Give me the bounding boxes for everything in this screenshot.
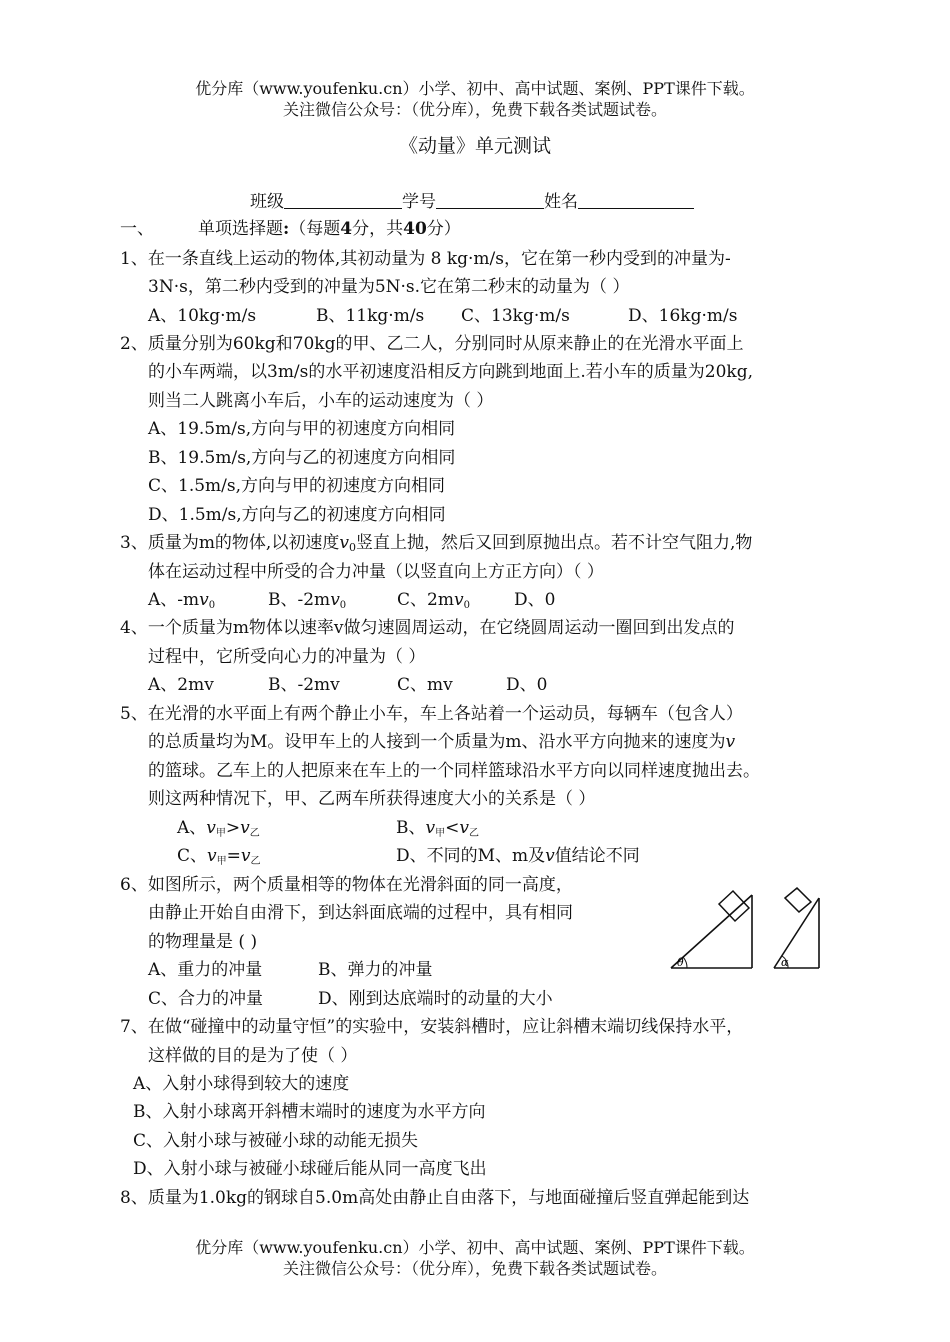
inclined-planes-figure: [665, 878, 835, 973]
q7-option-c: C、入射小球与被碰小球的动能无损失: [133, 1131, 419, 1151]
q5-option-a-sub2: 乙: [249, 828, 260, 839]
q5-option-a-sub1: 甲: [215, 828, 226, 839]
alpha-label: α: [781, 956, 789, 969]
q6-line-3: 的物理量是 ( ): [148, 932, 258, 952]
q3-option-c-text: C、2m: [397, 590, 454, 610]
q4-option-a: A、2mv: [148, 675, 214, 695]
number-blank: [436, 192, 544, 209]
class-blank: [284, 192, 402, 209]
q3-option-c-sub: 0: [463, 600, 470, 611]
q3-line-1-b: 竖直上抛，然后又回到原抛出点。若不计空气阻力,物: [355, 533, 753, 553]
q2-line-3: 则当二人跳离小车后，小车的运动速度为（ ）: [148, 391, 494, 411]
student-info-line: [250, 188, 694, 216]
q5-option-d-text-b: 值结论不同: [554, 846, 640, 866]
q5-line-1: 5、在光滑的水平面上有两个静止小车，车上各站着一个运动员，每辆车（包含人）: [120, 704, 743, 724]
q5-option-b-v2: v: [459, 818, 469, 838]
q2-option-d: D、1.5m/s,方向与乙的初速度方向相同: [148, 505, 446, 525]
q3-v-subscript: 0: [348, 541, 356, 554]
incline-alpha: [774, 888, 819, 969]
q5-option-a-op: >: [225, 818, 241, 838]
q5-line-4: 则这两种情况下，甲、乙两车所获得速度大小的关系是（ ）: [148, 789, 596, 809]
section-1-note-b: 分，共: [352, 219, 404, 239]
q2-option-a: A、19.5m/s,方向与甲的初速度方向相同: [148, 419, 456, 439]
q4-line-1: 4、一个质量为m物体以速率v做匀速圆周运动，在它绕圆周运动一圈回到出发点的: [120, 618, 735, 638]
name-blank: [578, 192, 694, 209]
q6-option-a: A、重力的冲量: [148, 960, 263, 980]
q5-option-c-v2: v: [240, 846, 251, 866]
class-label: 班级: [250, 192, 284, 212]
q4-option-c: C、mv: [397, 675, 453, 695]
incline-theta: [671, 891, 752, 969]
q1-option-c: C、13kg·m/s: [461, 306, 570, 326]
q5-option-b-prefix: B、: [396, 818, 426, 838]
q5-option-d: [396, 842, 640, 870]
section-1-each-points: 4: [340, 219, 353, 239]
q7-line-1: 7、在做“碰撞中的动量守恒”的实验中，安装斜槽时，应让斜槽末端切线保持水平，: [120, 1017, 744, 1037]
q1-line-2: 3N·s，第二秒内受到的冲量为5N·s.它在第二秒末的动量为（ ）: [148, 277, 630, 297]
q3-option-a-sub: 0: [208, 600, 216, 611]
q3-option-b-text: B、-2m: [268, 590, 331, 610]
q5-v-symbol: v: [725, 732, 736, 752]
footer-line-1: 优分库（www.youfenku.cn）小学、初中、高中试题、案例、PPT课件下载。: [195, 1238, 755, 1257]
section-1-total-points: 40: [403, 219, 427, 239]
q1-line-1: 1、在一条直线上运动的物体,其初动量为 8 kg·m/s，它在第一秒内受到的冲量为-: [120, 249, 731, 269]
q7-option-b: B、入射小球离开斜槽末端时的速度为水平方向: [133, 1102, 486, 1122]
section-1-heading: 单项选择题:（每题4分，共40分）: [198, 219, 461, 239]
header-line-2: 关注微信公众号：（优分库），免费下载各类试题试卷。: [282, 100, 667, 119]
q6-line-2: 由静止开始自由滑下，到达斜面底端的过程中，具有相同: [148, 903, 573, 923]
q6-option-c: C、合力的冲量: [148, 989, 264, 1009]
q3-option-d: D、0: [514, 590, 556, 610]
q3-option-c-v: v: [453, 590, 464, 610]
q3-option-a-v: v: [199, 590, 209, 610]
header-line-1: 优分库（www.youfenku.cn）小学、初中、高中试题、案例、PPT课件下载。: [195, 79, 755, 98]
q3-option-a-text: A、-m: [148, 590, 200, 610]
theta-label: θ: [677, 956, 684, 969]
q5-line-2-text: 的总质量均为M。设甲车上的人接到一个质量为m、沿水平方向抛来的速度为: [148, 732, 726, 752]
q7-option-d: D、入射小球与被碰小球碰后能从同一高度飞出: [133, 1159, 487, 1179]
number-label: 学号: [402, 192, 436, 212]
q3-line-2: 体在运动过程中所受的合力冲量（以竖直向上方正方向）（ ）: [148, 562, 604, 582]
q5-option-c-v1: v: [207, 846, 217, 866]
q5-option-a-v1: v: [206, 818, 216, 838]
q3-option-b-sub: 0: [339, 600, 347, 611]
q3-option-b-v: v: [330, 590, 340, 610]
q2-line-2: 的小车两端，以3m/s的水平初速度沿相反方向跳到地面上.若小车的质量为20kg,: [148, 362, 754, 382]
q7-line-2: 这样做的目的是为了使（ ）: [148, 1046, 358, 1066]
section-1-note-a: （每题: [289, 219, 341, 239]
q3-v-symbol: v: [339, 533, 349, 553]
section-1-number: 一、: [120, 219, 154, 239]
q5-option-d-v: v: [545, 846, 555, 866]
q5-option-b-op: <: [445, 818, 460, 838]
section-1-note-c: 分）: [426, 219, 461, 239]
q1-option-a: A、10kg·m/s: [148, 306, 257, 326]
q5-option-b-v1: v: [425, 818, 436, 838]
q1-option-b: B、11kg·m/s: [316, 306, 425, 326]
q6-line-1: 6、如图所示，两个质量相等的物体在光滑斜面的同一高度，: [120, 875, 573, 895]
q2-option-b: B、19.5m/s,方向与乙的初速度方向相同: [148, 448, 456, 468]
q5-option-c-sub2: 乙: [250, 856, 261, 867]
q5-option-c-sub1: 甲: [216, 856, 227, 867]
q3-line-1-a: 3、质量为m的物体,以初速度: [120, 533, 340, 553]
q5-option-b-sub1: 甲: [435, 828, 446, 839]
q7-option-a: A、入射小球得到较大的速度: [133, 1074, 350, 1094]
q4-option-b: B、-2mv: [268, 675, 340, 695]
q5-option-c-op: =: [226, 846, 241, 866]
q8-line-1: 8、质量为1.0kg的钢球自5.0m高处由静止自由落下，与地面碰撞后竖直弹起能到达: [120, 1188, 750, 1208]
footer-line-2: 关注微信公众号：（优分库），免费下载各类试题试卷。: [282, 1259, 667, 1278]
q2-line-1: 2、质量分别为60kg和70kg的甲、乙二人，分别同时从原来静止的在光滑水平面上: [120, 334, 744, 354]
q2-option-c: C、1.5m/s,方向与甲的初速度方向相同: [148, 476, 446, 496]
q5-option-a-v2: v: [240, 818, 250, 838]
page-title: 《动量》单元测试: [398, 135, 551, 157]
q6-option-d: D、刚到达底端时的动量的大小: [318, 989, 553, 1009]
q5-option-a-prefix: A、: [177, 818, 207, 838]
q5-option-d-text-a: D、不同的M、m及: [396, 846, 546, 866]
q5-option-b-sub2: 乙: [468, 828, 479, 839]
q6-option-b: B、弹力的冲量: [318, 960, 433, 980]
q5-line-2: [148, 728, 735, 756]
q1-option-d: D、16kg·m/s: [628, 306, 738, 326]
q4-option-d: D、0: [506, 675, 548, 695]
section-1-title: 单项选择题: [198, 219, 283, 239]
name-label: 姓名: [544, 192, 578, 212]
q4-line-2: 过程中，它所受向心力的冲量为（ ）: [148, 647, 426, 667]
q5-line-3: 的篮球。乙车上的人把原来在车上的一个同样篮球沿水平方向以同样速度抛出去。: [148, 761, 760, 781]
q5-option-c-prefix: C、: [177, 846, 208, 866]
